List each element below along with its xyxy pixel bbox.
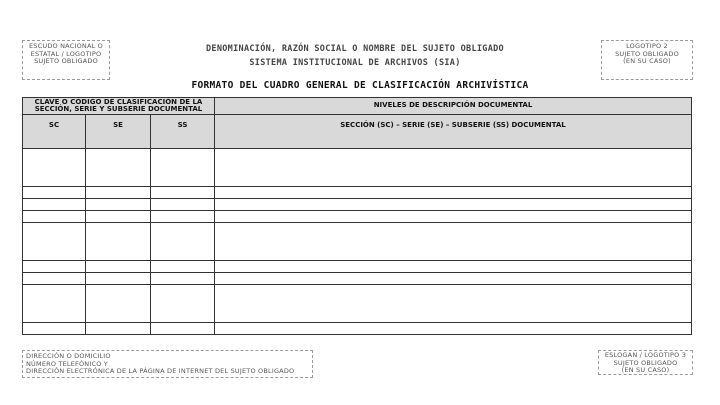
table-cell[interactable] [23, 261, 86, 273]
address-placeholder [22, 350, 313, 378]
classification-table [22, 97, 692, 335]
system-name: SISTEMA INSTITUCIONAL DE ARCHIVOS (SIA) [249, 58, 461, 68]
logo-line: SUJETO OBLIGADO [615, 49, 679, 58]
column-header-ss: SS [151, 115, 215, 149]
column-header-sc: SC [23, 115, 86, 149]
slogan-line: (EN SU CASO) [621, 366, 670, 374]
table-cell[interactable] [23, 199, 86, 211]
table-cell[interactable] [86, 223, 151, 261]
table-cell[interactable] [23, 323, 86, 335]
table-cell[interactable] [215, 211, 692, 223]
table-row [23, 273, 692, 285]
table-cell[interactable] [23, 285, 86, 323]
table-row [23, 223, 692, 261]
table-cell[interactable] [151, 285, 215, 323]
logo-line: LOGOTIPO 2 [626, 42, 668, 50]
crest-line: ESTATAL / LOGOTIPO [30, 49, 102, 58]
table-cell[interactable] [215, 223, 692, 261]
table-cell[interactable] [151, 223, 215, 261]
table-cell[interactable] [23, 223, 86, 261]
slogan-line: SUJETO OBLIGADO [613, 358, 678, 367]
table-row [23, 211, 692, 223]
slogan-line: ESLOGAN / LOGOTIPO 3 [604, 351, 687, 359]
table-cell[interactable] [215, 261, 692, 273]
column-header-se: SE [86, 115, 151, 149]
address-line: DIRECCIÓN ELECTRÓNICA DE LA PÁGINA DE INTERNET DEL SUJETO OBLIGADO [26, 367, 295, 375]
crest-line: ESCUDO NACIONAL O [29, 42, 103, 50]
crest-line: SUJETO OBLIGADO [34, 57, 98, 65]
table-cell[interactable] [151, 211, 215, 223]
table-cell[interactable] [86, 149, 151, 187]
table-cell[interactable] [151, 199, 215, 211]
table-cell[interactable] [86, 323, 151, 335]
obligated-subject-denomination: DENOMINACIÓN, RAZÓN SOCIAL O NOMBRE DEL SUJETO OBLIGADO [206, 44, 504, 54]
logo-line: (EN SU CASO) [623, 57, 671, 65]
table-cell[interactable] [86, 211, 151, 223]
table-cell[interactable] [86, 199, 151, 211]
address-line: DIRECCIÓN O DOMICILIO [26, 352, 111, 360]
logo-placeholder [601, 40, 693, 80]
table-cell[interactable] [23, 273, 86, 285]
table-cell[interactable] [151, 149, 215, 187]
table-row [23, 285, 692, 323]
format-title: FORMATO DEL CUADRO GENERAL DE CLASIFICACIÓN ARCHIVÍSTICA [191, 80, 529, 91]
table-row [23, 187, 692, 199]
table-row [23, 149, 692, 187]
table-cell[interactable] [86, 273, 151, 285]
table-cell[interactable] [86, 261, 151, 273]
table-row [23, 261, 692, 273]
table-cell[interactable] [86, 187, 151, 199]
table-cell[interactable] [23, 187, 86, 199]
table-cell[interactable] [23, 149, 86, 187]
table-cell[interactable] [215, 149, 692, 187]
crest-logo-placeholder [22, 40, 110, 80]
table-cell[interactable] [215, 323, 692, 335]
address-line: NÚMERO TELEFÓNICO Y [26, 359, 108, 368]
key-header: CLAVE O CÓDIGO DE CLASIFICACIÓN DE LA SECCIÓN, SERIE Y SUBSERIE DOCUMENTAL [23, 98, 215, 115]
table-row [23, 199, 692, 211]
levels-subheader: SECCIÓN (SC) – SERIE (SE) – SUBSERIE (SS) DOCUMENTAL [215, 115, 692, 149]
table-cell[interactable] [215, 285, 692, 323]
table-cell[interactable] [215, 187, 692, 199]
table-cell[interactable] [151, 323, 215, 335]
table-cell[interactable] [151, 187, 215, 199]
table-cell[interactable] [151, 273, 215, 285]
table-cell[interactable] [23, 211, 86, 223]
levels-header: NIVELES DE DESCRIPCIÓN DOCUMENTAL [215, 98, 692, 115]
table-cell[interactable] [215, 273, 692, 285]
table-row [23, 323, 692, 335]
table-cell[interactable] [151, 261, 215, 273]
slogan-logo-placeholder [598, 350, 693, 375]
table-cell[interactable] [86, 285, 151, 323]
table-cell[interactable] [215, 199, 692, 211]
